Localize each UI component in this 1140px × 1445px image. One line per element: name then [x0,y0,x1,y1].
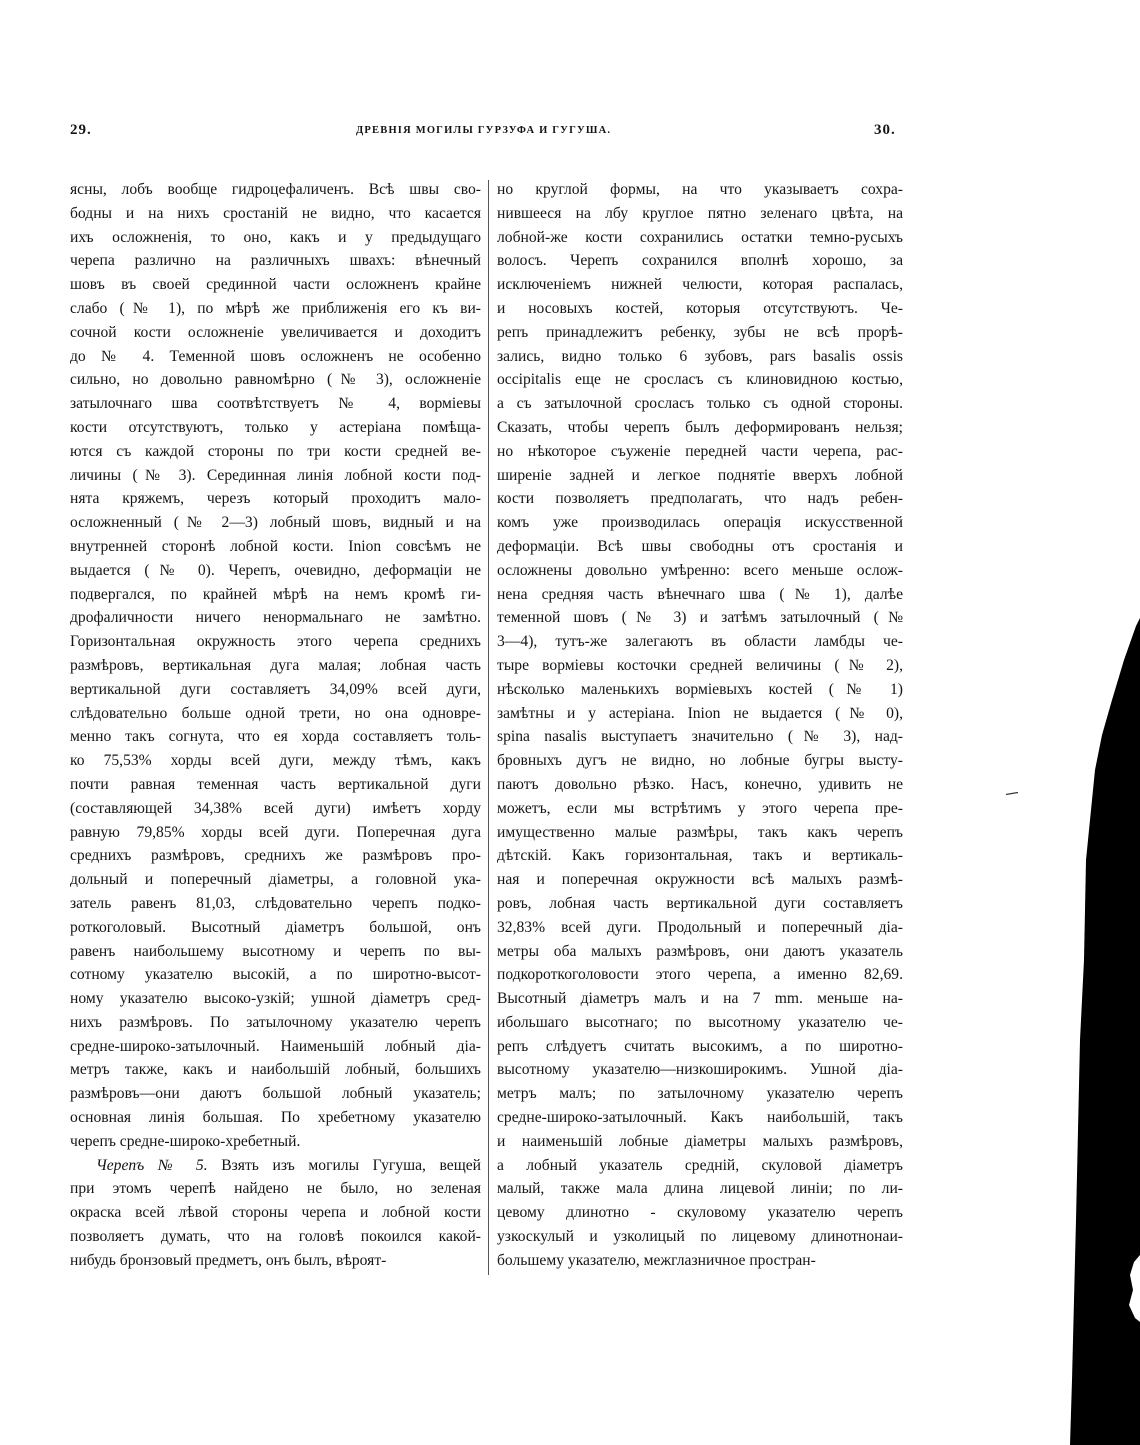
right-column-line: дѣтскій. Какъ горизонтальная, такъ и вертикаль- [497,847,903,865]
left-column-line: нибудь бронзовый предметъ, онъ былъ, вѣроят- [70,1251,387,1269]
page-number-left: 29. [70,122,92,138]
right-column-line: паютъ довольно рѣзко. Насъ, конечно, удивить не [497,775,903,793]
right-column [497,178,903,1273]
left-column-line: позволяетъ думать, что на головѣ покоился какой- [70,1228,481,1246]
left-column-line: дрофаличности ничего ненормальнаго не замѣтно. [70,609,481,627]
left-column-line: равенъ наибольшему высотному и черепъ по вы- [70,942,481,960]
right-column-line: но нѣкоторое съуженіе передней части черепа, рас- [497,442,903,460]
right-column-line: Сказать, чтобы черепъ былъ деформированъ нельзя; [497,418,903,436]
left-column-line: сильно, но довольно равномѣрно (№ 3), осложненіе [70,371,481,389]
left-column-line: бодны и на нихъ сростаній не видно, что касается [70,204,481,222]
left-column-line: кости отсутствуютъ, только у астеріана помѣща- [70,418,481,436]
right-column-line: ширеніе задней и легкое поднятіе вверхъ лобной [497,466,903,484]
right-column-line: деформаціи. Всѣ швы свободны отъ сростанія и [497,537,903,555]
right-column-line: нена средняя часть вѣнечнаго шва (№ 1), далѣе [497,585,903,603]
section-lead-in: Черепъ № 5. [96,1156,208,1174]
right-column-line: репъ принадлежитъ ребенку, зубы не всѣ прорѣ- [497,323,903,341]
right-column-line: ровъ, лобная часть вертикальной дуги составляетъ [497,894,903,912]
left-column-line: основная линія большая. По хребетному указателю [70,1109,481,1127]
right-column-line: зались, видно только 6 зубовъ, pars basalis ossis [497,347,903,365]
right-column-line: подкороткоголовости этого черепа, а именно 82,69. [497,966,903,984]
right-column-line: нѣсколько маленькихъ ворміевыхъ костей (№ 1) [497,680,903,698]
page-header [0,122,1140,146]
right-column-line: высотному указателю—низкоширокимъ. Ушной діа- [497,1061,903,1079]
right-column-line: 3—4), тутъ-же залегаютъ въ области ламбды че- [497,633,903,651]
right-column-line: и наименьшій лобные діаметры малыхъ размѣровъ, [497,1132,903,1150]
right-column-line: occipitalis еще не сросласъ съ клиновидною костью, [497,371,903,389]
right-column-line: средне-широко-затылочный. Какъ наибольшій, такъ [497,1109,903,1127]
left-column-line: ному указателю высоко-узкій; ушной діаметръ сред- [70,990,481,1008]
left-column-line: равную 79,85% хорды всей дуги. Поперечная дуга [70,823,481,841]
right-column-line: репъ слѣдуетъ считать высокимъ, а по широтно- [497,1037,903,1055]
left-column-line: при этомъ черепѣ найдено не было, но зеленая [70,1180,481,1198]
left-column-line: вертикальной дуги составляетъ 34,09% всей дуги, [70,680,481,698]
stray-ink-mark [1006,792,1018,795]
right-column-line: осложнены довольно умѣренно: всего меньше ослож- [497,561,903,579]
right-column-line: комъ уже производилась операція искусственной [497,514,903,532]
left-column-line: до № 4. Теменной шовъ осложненъ не особенно [70,347,481,365]
left-column-line: ются съ каждой стороны по три кости средней ве- [70,442,481,460]
left-column-line: ясны, лобъ вообще гидроцефаличенъ. Всѣ швы сво- [70,181,481,198]
left-column-line: внутренней сторонѣ лобной кости. Inion совсѣмъ не [70,537,481,555]
right-column-line: тыре ворміевы косточки средней величины (№ 2), [497,656,903,674]
right-column-line: цевому длинотно - скуловому указателю черепъ [497,1204,903,1222]
running-title: ДРЕВНІЯ МОГИЛЫ ГУРЗУФА И ГУГУША. [356,125,612,136]
right-column-line: а лобный указатель средній, скуловой діаметръ [497,1156,903,1174]
left-column-line: слѣдовательно больше одной трети, но она одновре- [70,704,481,722]
right-column-line: кости позволяетъ предполагать, что надъ ребен- [497,490,903,508]
left-column-line: среднихъ размѣровъ, среднихъ же размѣровъ про- [70,847,481,865]
left-column-line: (составляющей 34,38% всей дуги) имѣетъ хорду [70,799,481,817]
right-column-line: лобной-же кости сохранились остатки темно-русыхъ [497,228,903,246]
left-column-line: ихъ осложненія, то оно, какъ и у предыдущаго [70,228,481,246]
left-column-line: метръ также, какъ и наибольшій лобный, большихъ [70,1061,481,1079]
left-column-line: размѣровъ, вертикальная дуга малая; лобная часть [70,656,481,674]
right-column-line: а съ затылочной сросласъ только съ одной стороны. [497,395,903,413]
left-column-line: осложненный (№ 2—3) лобный шовъ, видный и на [70,514,481,532]
page-number-right: 30. [874,122,896,138]
left-column-line: черепъ средне-широко-хребетный. [70,1132,301,1150]
right-column-line: исключеніемъ нижней челюсти, которая распалась, [497,276,903,294]
left-column-line: менно такъ согнута, что ея хорда составляетъ толь- [70,728,481,746]
right-column-line: малый, также мала длина лицевой линіи; по ли- [497,1180,903,1198]
left-column-line: роткоголовый. Высотный діаметръ большой, онъ [70,918,481,936]
right-column-line: но круглой формы, на что указываетъ сохра- [497,181,903,198]
left-column-line: ко 75,53% хорды всей дуги, между тѣмъ, какъ [70,752,481,770]
right-column-line: 32,83% всей дуги. Продольный и поперечный діа- [497,918,903,936]
left-column-line: черепа различно на различныхъ швахъ: вѣнечный [70,252,481,270]
left-column-line: сотному указателю высокій, а по широтно-высот- [70,966,481,984]
right-column-line: теменной шовъ (№ 3) и затѣмъ затылочный (№ [497,609,903,627]
right-column-line: можетъ, если мы встрѣтимъ у этого черепа пре- [497,799,903,817]
left-column-line: размѣровъ—они даютъ большой лобный указатель; [70,1085,481,1103]
right-column-line: ная и поперечная окружности всѣ малыхъ размѣ- [497,871,903,889]
left-column-line: шовъ въ своей срединной части осложненъ крайне [70,276,481,294]
right-column-line: Высотный діаметръ малъ и на 7 mm. меньше на- [497,990,903,1008]
right-column-line: spina nasalis выступаетъ значительно (№ 3), над- [497,728,903,746]
left-column-line: слабо (№ 1), по мѣрѣ же приближенія его къ ви- [70,299,481,317]
left-column-line: Горизонтальная окружность этого черепа среднихъ [70,633,481,651]
left-column-line: почти равная теменная часть вертикальной дуги [70,775,481,793]
left-column-line: подвергался, по крайней мѣрѣ на немъ кромѣ ги- [70,585,481,603]
left-column-line: дольный и поперечный діаметры, а головной ука- [70,871,481,889]
column-divider [488,180,489,1275]
right-column-line: нившееся на лбу круглое пятно зеленаго цвѣта, на [497,204,903,222]
left-column-line: средне-широко-затылочный. Наименьшій лобный діа- [70,1037,481,1055]
right-column-line: узкоскулый и узколицый по лицевому длинотнонаи- [497,1228,903,1246]
right-column-line: метръ малъ; по затылочному указателю черепъ [497,1085,903,1103]
dark-page-edge [1040,0,1140,1445]
right-column-line: замѣтны и у астеріана. Inion не выдается (№ 0), [497,704,903,722]
right-column-line: метры оба малыхъ размѣровъ, они даютъ указатель [497,942,903,960]
left-column-line: затель равенъ 81,03, слѣдовательно черепъ подко- [70,894,481,912]
right-column-line: и носовыхъ костей, которыя отсутствуютъ. Че- [497,299,903,317]
left-column-line: нята кряжемъ, черезъ который проходитъ мало- [70,490,481,508]
left-column-line: сочной кости осложненіе увеличивается и доходитъ [70,323,481,341]
left-column-line: окраска всей лѣвой стороны черепа и лобной кости [70,1204,481,1222]
left-column-line: Черепъ № 5. Взять изъ могилы Гугуша, вещей [96,1156,481,1174]
left-column-line: личины (№ 3). Серединная линія лобной кости под- [70,466,481,484]
left-column [70,178,481,1273]
right-column-line: волосъ. Черепъ сохранился вполнѣ хорошо, за [497,252,903,270]
right-column-line: ибольшаго высотнаго; по высотному указателю че- [497,1013,903,1031]
right-column-line: большему указателю, межглазничное простран- [497,1251,816,1269]
left-column-line: выдается (№ 0). Черепъ, очевидно, деформаціи не [70,561,481,579]
right-column-line: бровныхъ дугъ не видно, но лобные бугры высту- [497,752,903,770]
left-column-line: затылочнаго шва соотвѣтствуетъ № 4, ворміевы [70,395,481,413]
right-column-line: имущественно малые размѣры, такъ какъ черепъ [497,823,903,841]
left-column-line: нихъ размѣровъ. По затылочному указателю черепъ [70,1013,481,1031]
